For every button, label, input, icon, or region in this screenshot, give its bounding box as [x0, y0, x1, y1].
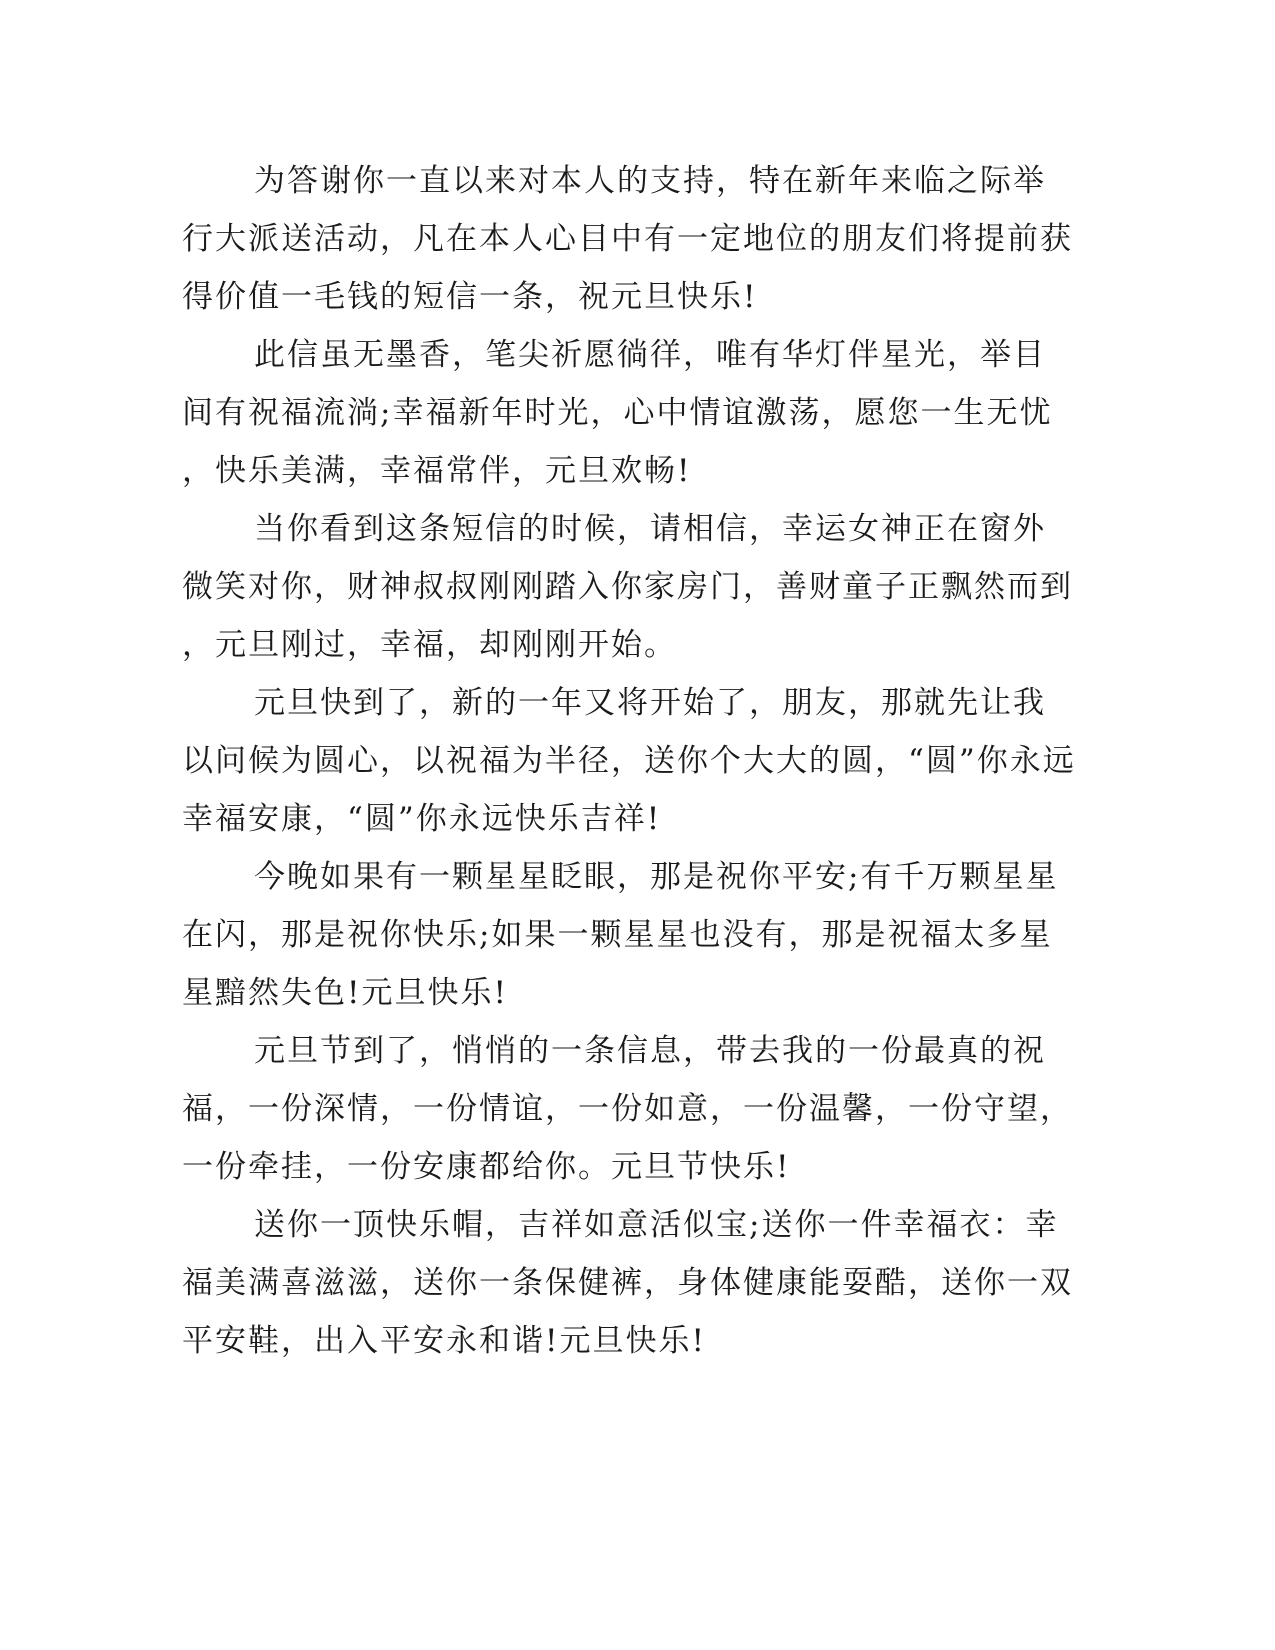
- paragraph-line: 星黯然失色!元旦快乐!: [182, 975, 508, 1011]
- paragraph-line: 幸福安康，“圆”你永远快乐吉祥!: [182, 801, 662, 837]
- paragraph-7: [182, 1196, 1073, 1370]
- paragraph-line: 今晚如果有一颗星星眨眼，那是祝你平安;有千万颗星星: [254, 859, 1059, 895]
- paragraph-4: [182, 674, 1076, 848]
- paragraph-line: 行大派送活动，凡在本人心目中有一定地位的朋友们将提前获: [182, 221, 1073, 257]
- paragraph-line: 得价值一毛钱的短信一条，祝元旦快乐!: [182, 279, 758, 315]
- paragraph-line: 元旦节到了，悄悄的一条信息，带去我的一份最真的祝: [254, 1033, 1046, 1069]
- paragraph-line: 一份牵挂，一份安康都给你。元旦节快乐!: [182, 1149, 791, 1185]
- document-body: [182, 152, 1076, 1370]
- paragraph-line: 以问候为圆心，以祝福为半径，送你个大大的圆，“圆”你永远: [182, 743, 1076, 779]
- paragraph-line: 此信虽无墨香，笔尖祈愿徜徉，唯有华灯伴星光，举目: [254, 337, 1046, 373]
- paragraph-line: 元旦快到了，新的一年又将开始了，朋友，那就先让我: [254, 685, 1046, 721]
- paragraph-3: [182, 500, 1073, 674]
- paragraph-line: 福，一份深情，一份情谊，一份如意，一份温馨，一份守望，: [182, 1091, 1073, 1127]
- paragraph-line: 在闪，那是祝你快乐;如果一颗星星也没有，那是祝福太多星: [182, 917, 1053, 953]
- paragraph-5: [182, 848, 1059, 1022]
- paragraph-6: [182, 1022, 1073, 1196]
- paragraph-line: 间有祝福流淌;幸福新年时光，心中情谊激荡，愿您一生无忧: [182, 395, 1053, 431]
- paragraph-line: ，元旦刚过，幸福，却刚刚开始。: [182, 627, 677, 663]
- paragraph-line: 福美满喜滋滋，送你一条保健裤，身体健康能耍酷，送你一双: [182, 1265, 1073, 1301]
- paragraph-line: 送你一顶快乐帽，吉祥如意活似宝;送你一件幸福衣：幸: [254, 1207, 1059, 1243]
- paragraph-line: 平安鞋，出入平安永和谐!元旦快乐!: [182, 1323, 706, 1359]
- paragraph-line: 为答谢你一直以来对本人的支持，特在新年来临之际举: [254, 163, 1046, 199]
- paragraph-1: [182, 152, 1073, 326]
- paragraph-line: 当你看到这条短信的时候，请相信，幸运女神正在窗外: [254, 511, 1046, 547]
- paragraph-2: [182, 326, 1053, 500]
- paragraph-line: ，快乐美满，幸福常伴，元旦欢畅!: [182, 453, 692, 489]
- paragraph-line: 微笑对你，财神叔叔刚刚踏入你家房门，善财童子正飘然而到: [182, 569, 1073, 605]
